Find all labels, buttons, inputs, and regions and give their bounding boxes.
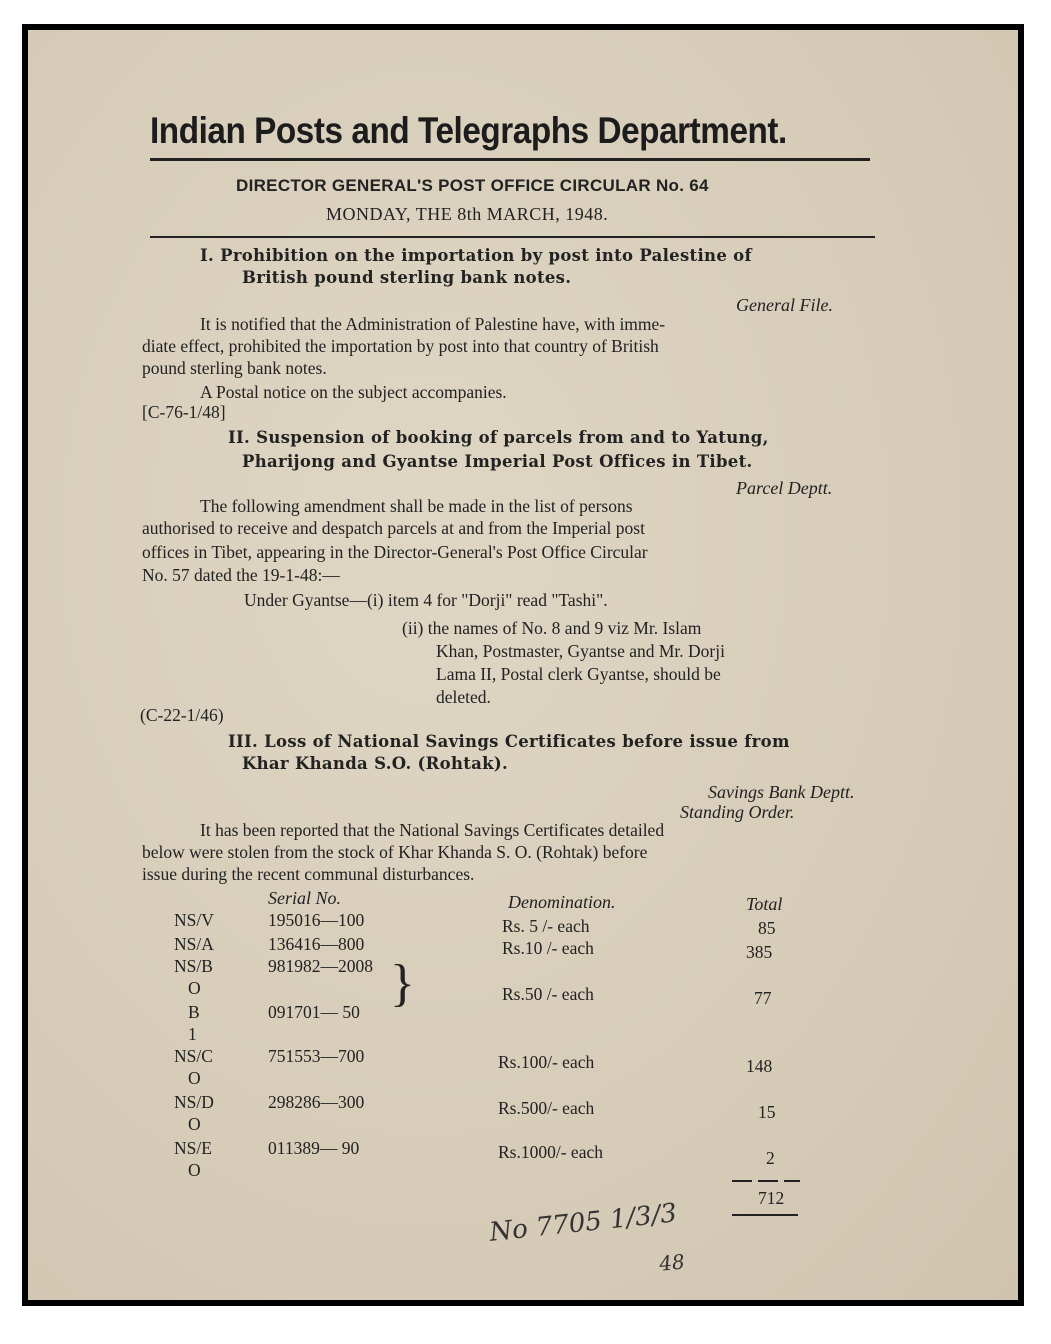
section-3-file: Savings Bank Deptt.: [708, 782, 855, 802]
circular-date: MONDAY, THE 8th MARCH, 1948.: [326, 204, 609, 224]
table-cell-serial: 751553—700: [268, 1046, 365, 1066]
table-cell-serial: 136416—800: [268, 934, 365, 954]
total-rule: [732, 1180, 800, 1182]
grouping-brace: }: [390, 955, 415, 1012]
table-cell-denomination: Rs.50 /- each: [502, 984, 594, 1004]
grand-total: 712: [758, 1188, 785, 1208]
section-1-heading-2: British pound sterling bank notes.: [242, 268, 572, 287]
column-header-total: Total: [746, 894, 783, 914]
section-2-heading: II. Suspension of booking of parcels from and to Yatung,: [228, 428, 769, 447]
table-cell-series: NS/B: [174, 956, 213, 976]
handwritten-reference: No 7705 1/3/3: [488, 1198, 679, 1248]
table-cell-denomination: Rs.1000/- each: [498, 1142, 603, 1162]
table-cell-denomination: Rs.10 /- each: [502, 938, 594, 958]
section-1-text: pound sterling bank notes.: [142, 358, 327, 378]
section-2-text: offices in Tibet, appearing in the Director-General's Post Office Circular: [142, 542, 648, 562]
table-cell-total: 85: [758, 918, 776, 938]
section-2-text: The following amendment shall be made in the list of persons: [200, 496, 633, 516]
table-cell-denomination: Rs.500/- each: [498, 1098, 595, 1118]
table-cell-denomination: Rs. 5 /- each: [502, 916, 590, 936]
section-2-item-i: Under Gyantse—(i) item 4 for "Dorji" read "Tashi".: [244, 590, 608, 610]
table-cell-serial: 011389— 90: [268, 1138, 360, 1158]
table-cell-series: NS/E: [174, 1138, 212, 1158]
table-cell-subseries: O: [188, 978, 201, 998]
table-cell-subseries: O: [188, 1160, 201, 1180]
table-cell-serial: 195016—100: [268, 910, 365, 930]
column-header-serial: Serial No.: [268, 888, 342, 908]
table-cell-total: 148: [746, 1056, 773, 1076]
title-rule: [150, 158, 870, 161]
table-cell-denomination: Rs.100/- each: [498, 1052, 595, 1072]
circular-number: DIRECTOR GENERAL'S POST OFFICE CIRCULAR No. 64: [236, 176, 709, 195]
section-2-item-ii: Lama II, Postal clerk Gyantse, should be: [436, 664, 721, 684]
section-2-file: Parcel Deptt.: [736, 478, 833, 498]
grand-total-underline: [732, 1214, 798, 1216]
section-1-text: It is notified that the Administration of Palestine have, with imme-: [200, 314, 666, 334]
table-cell-total: 385: [746, 942, 773, 962]
section-2-text: authorised to receive and despatch parcels at and from the Imperial post: [142, 518, 645, 538]
table-cell-serial: 091701— 50: [268, 1002, 360, 1022]
section-2-heading-2: Pharijong and Gyantse Imperial Post Offices in Tibet.: [242, 452, 753, 471]
section-3-text: It has been reported that the National Savings Certificates detailed: [200, 820, 665, 840]
section-1-file: General File.: [736, 295, 833, 315]
department-title: Indian Posts and Telegraphs Department.: [150, 110, 787, 151]
table-cell-series: B: [188, 1002, 200, 1022]
section-2-item-ii: deleted.: [436, 687, 491, 707]
section-3-heading-2: Khar Khanda S.O. (Rohtak).: [242, 754, 509, 773]
table-cell-subseries: O: [188, 1114, 201, 1134]
section-1-reference: [C-76-1/48]: [142, 402, 226, 422]
section-1-text: diate effect, prohibited the importation by post into that country of British: [142, 336, 659, 356]
section-1-notice: A Postal notice on the subject accompanies.: [200, 382, 507, 402]
section-3-standing-order: Standing Order.: [680, 802, 795, 822]
section-2-text: No. 57 dated the 19-1-48:—: [142, 565, 340, 585]
table-cell-subseries: 1: [188, 1024, 197, 1044]
section-3-text: issue during the recent communal disturbances.: [142, 864, 475, 884]
section-3-heading: III. Loss of National Savings Certificates before issue from: [228, 732, 790, 751]
table-cell-subseries: O: [188, 1068, 201, 1088]
table-cell-serial: 981982—2008: [268, 956, 373, 976]
table-cell-series: NS/C: [174, 1046, 213, 1066]
date-rule: [150, 236, 875, 238]
table-cell-total: 2: [766, 1148, 775, 1168]
section-2-item-ii: Khan, Postmaster, Gyantse and Mr. Dorji: [436, 641, 725, 661]
circular-document: [28, 30, 1018, 1300]
table-cell-series: NS/D: [174, 1092, 214, 1112]
table-cell-total: 15: [758, 1102, 776, 1122]
table-cell-series: NS/V: [174, 910, 214, 930]
section-2-item-ii: (ii) the names of No. 8 and 9 viz Mr. Islam: [402, 618, 702, 638]
section-1-heading: I. Prohibition on the importation by post into Palestine of: [200, 246, 752, 265]
table-cell-serial: 298286—300: [268, 1092, 365, 1112]
section-3-text: below were stolen from the stock of Khar Khanda S. O. (Rohtak) before: [142, 842, 648, 862]
section-2-reference: (C-22-1/46): [140, 705, 224, 725]
table-cell-total: 77: [754, 988, 772, 1008]
handwritten-year: 48: [658, 1249, 686, 1276]
column-header-denomination: Denomination.: [508, 892, 616, 912]
table-cell-series: NS/A: [174, 934, 214, 954]
